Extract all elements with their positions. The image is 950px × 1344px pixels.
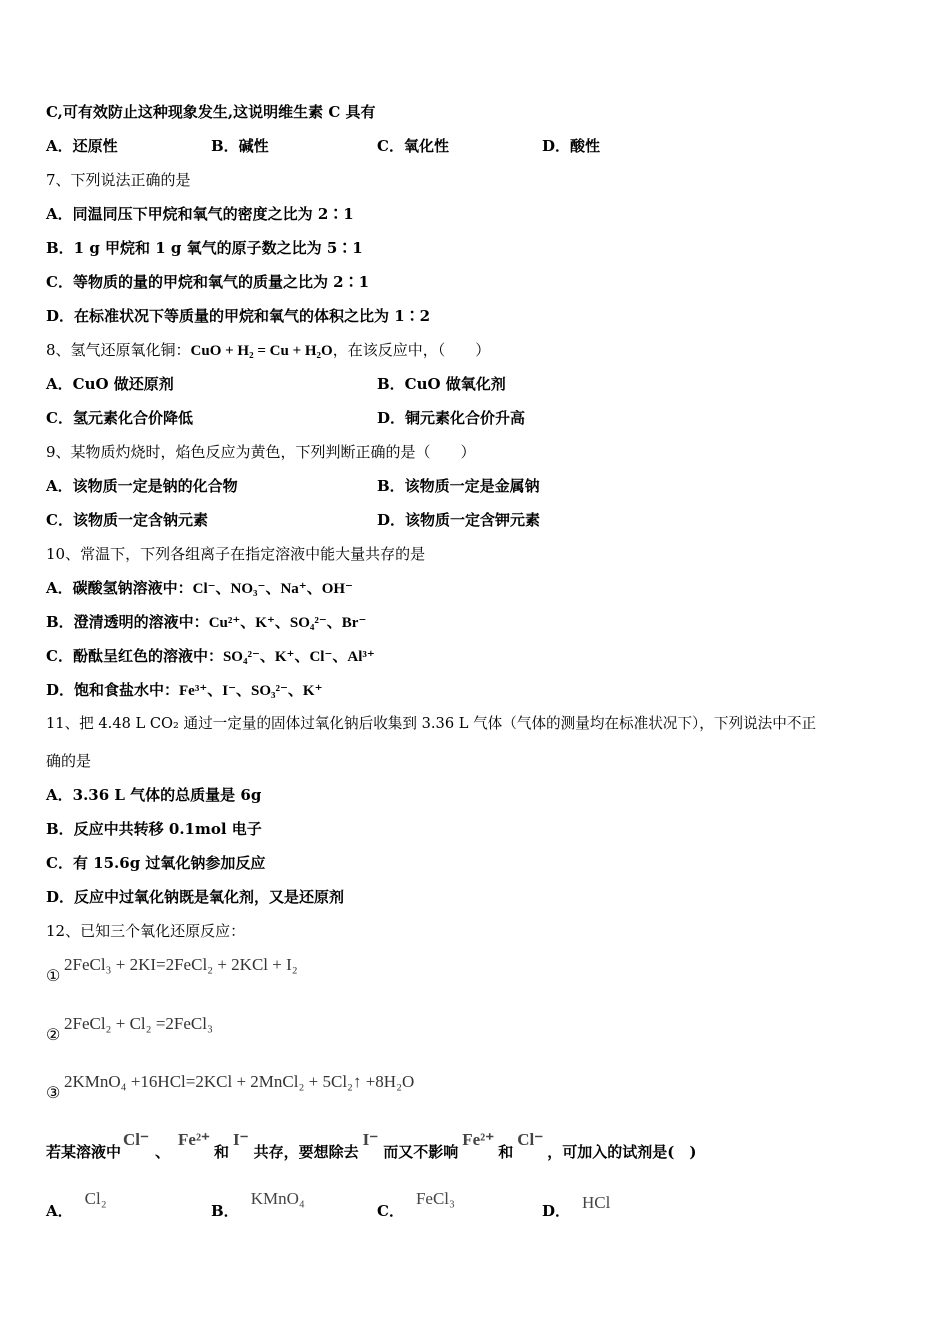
q7-option-a: A．同温同压下甲烷和氧气的密度之比为 2∶1 (46, 205, 354, 223)
q7-stem: 7、下列说法正确的是 (46, 171, 191, 189)
q6-stem-tail: C,可有效防止这种现象发生,这说明维生素 C 具有 (46, 103, 376, 121)
reaction-3-marker: ③ (46, 1083, 61, 1102)
q9-option-b: B．该物质一定是金属钠 (377, 477, 540, 495)
q9-option-d: D．该物质一定含钾元素 (377, 511, 541, 529)
q12-question: 若某溶液中Cl⁻、Fe²⁺和I⁻共存，要想除去I⁻而又不影响Fe²⁺和Cl⁻，可加入的试剂是( ) (46, 1130, 697, 1161)
reaction-3-equation: 2KMnO₄ +16HCl=2KCl + 2MnCl₂ + 5Cl₂↑ +8H₂O (64, 1072, 415, 1091)
q8-equation: CuO + H₂ = Cu + H₂O (190, 343, 333, 359)
q8-option-a: A．CuO 做还原剂 (46, 375, 174, 393)
q11-option-c: C．有 15.6g 过氧化钠参加反应 (46, 854, 266, 872)
ion-fe2: Fe²⁺ (178, 1130, 211, 1149)
q6-option-b: B．碱性 (211, 137, 269, 155)
q9-stem: 9、某物质灼烧时，焰色反应为黄色，下列判断正确的是（ ） (46, 443, 476, 461)
ion-i: I⁻ (233, 1130, 249, 1149)
reaction-1-marker: ① (46, 966, 61, 985)
reaction-2-equation: 2FeCl₂ + Cl₂ =2FeCl₃ (64, 1014, 213, 1033)
q10-option-a: A．碳酸氢钠溶液中：Cl⁻、NO₃⁻、Na⁺、OH⁻ (46, 579, 353, 597)
ion-cl: Cl⁻ (123, 1130, 149, 1149)
q8-option-c: C．氢元素化合价降低 (46, 409, 193, 427)
q8-option-d: D．铜元素化合价升高 (377, 409, 526, 427)
q11-option-d: D．反应中过氧化钠既是氧化剂，又是还原剂 (46, 888, 345, 906)
q7-option-c: C．等物质的量的甲烷和氧气的质量之比为 2∶1 (46, 273, 370, 291)
q7-option-b: B．1 g 甲烷和 1 g 氧气的原子数之比为 5∶1 (46, 239, 363, 257)
q10-option-b: B．澄清透明的溶液中：Cu²⁺、K⁺、SO₄²⁻、Br⁻ (46, 613, 367, 631)
q10-option-c: C．酚酞呈红色的溶液中：SO₄²⁻、K⁺、Cl⁻、Al³⁺ (46, 647, 375, 665)
q12-option-b: B．KMnO₄ (211, 1189, 305, 1220)
reaction-1-equation: 2FeCl₃ + 2KI=2FeCl₂ + 2KCl + I₂ (64, 955, 298, 974)
reaction-2-marker: ② (46, 1025, 61, 1044)
q12-option-d: D． HCl (542, 1193, 611, 1220)
q7-option-d: D．在标准状况下等质量的甲烷和氧气的体积之比为 1∶2 (46, 307, 431, 325)
q8-stem (46, 340, 490, 361)
ion-fe2-2: Fe²⁺ (462, 1130, 495, 1149)
q10-option-d: D．饱和食盐水中：Fe³⁺、I⁻、SO₃²⁻、K⁺ (46, 681, 323, 699)
q12-stem: 12、已知三个氧化还原反应： (46, 922, 246, 940)
q9-option-a: A．该物质一定是钠的化合物 (46, 477, 238, 495)
q10-stem: 10、常温下，下列各组离子在指定溶液中能大量共存的是 (46, 545, 426, 563)
q8-option-b: B．CuO 做氧化剂 (377, 375, 506, 393)
ion-cl-2: Cl⁻ (517, 1130, 544, 1149)
q11-option-a: A．3.36 L 气体的总质量是 6g (46, 786, 262, 804)
q11-option-b: B．反应中共转移 0.1mol 电子 (46, 820, 262, 838)
q11-stem-line2: 确的是 (46, 752, 92, 770)
q6-option-c: C．氧化性 (377, 137, 449, 155)
ion-i-2: I⁻ (362, 1130, 379, 1149)
q8-stem-prefix: 8、氢气还原氧化铜： (46, 341, 191, 359)
q12-option-c: C．FeCl₃ (377, 1189, 455, 1220)
q6-option-a: A．还原性 (46, 137, 118, 155)
q6-option-d: D．酸性 (542, 137, 601, 155)
q12-option-a: A．Cl₂ (46, 1189, 107, 1220)
q11-stem-line1: 11、把 4.48 L CO₂ 通过一定量的固体过氧化钠后收集到 3.36 L 气体（气体的测量均在标准状况下），下列说法中不正 (46, 715, 817, 732)
q9-option-c: C．该物质一定含钠元素 (46, 511, 208, 529)
q8-stem-suffix: ，在该反应中，（ ） (332, 341, 491, 359)
